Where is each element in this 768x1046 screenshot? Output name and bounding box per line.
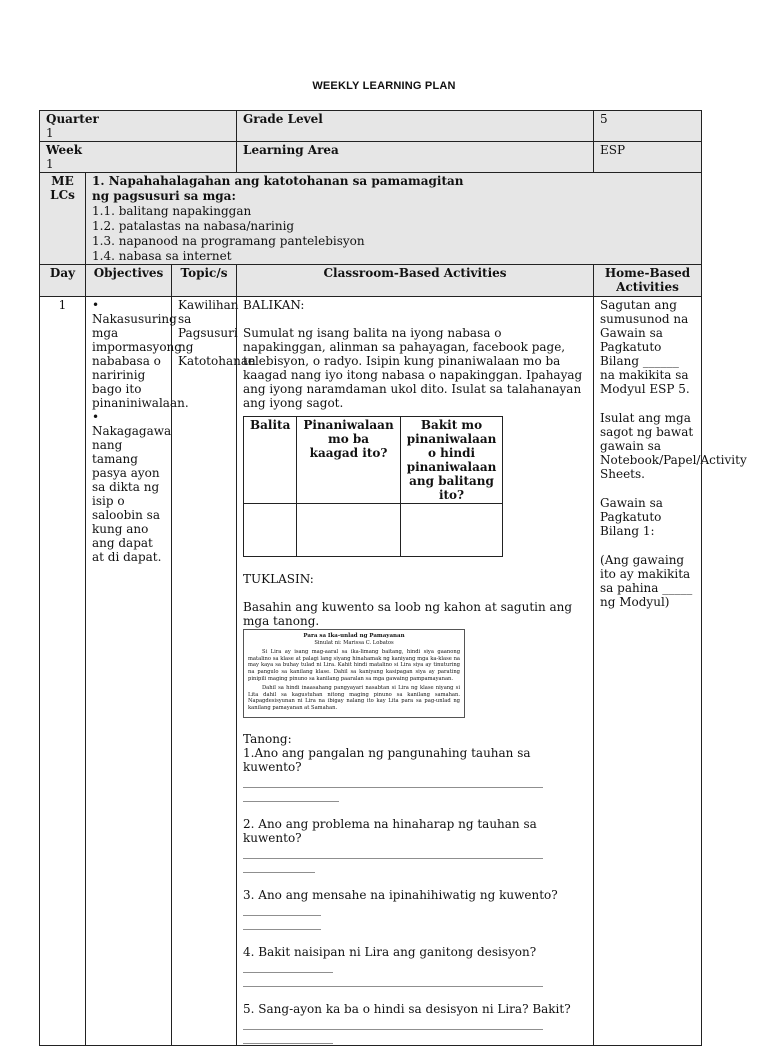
quarter-cell [40,111,237,142]
home-paragraph: Sagutan ang sumusunod na Gawain sa Pagkatuto Bilang ______ na makikita sa Modyul ESP 5. [600,298,690,396]
grade-value-cell [594,111,702,142]
grade-label-cell [237,111,594,142]
answer-table-cell[interactable] [400,504,503,557]
balikan-label: BALIKAN: [243,298,305,312]
answer-line[interactable]: __________________________________________________ [243,972,544,987]
question-3: 3. Ano ang mensahe na ipinahihiwatig ng kuwento? [243,887,558,902]
objectives-cell [86,297,189,1046]
page-title: WEEKLY LEARNING PLAN [312,80,456,92]
header-day: Day [40,265,86,297]
answer-line[interactable]: _______________ [243,1029,334,1044]
answer-line[interactable]: __________________________________________________ [243,773,544,788]
home-paragraph: Gawain sa Pagkatuto Bilang 1: [600,496,663,538]
week-label: Week [46,143,83,157]
question-2: 2. Ano ang problema na hinaharap ng tauhan sa kuwento? [243,816,537,845]
melcs-item: 1.1. balitang napakinggan [92,204,252,218]
objective-item: • Nakasusuring mga impormasyong nababasa o naririnig bago ito pinaniniwalaan. [92,298,189,410]
weekly-plan-table [39,110,747,1046]
balikan-text: Sumulat ng isang balita na iyong nabasa o napakinggan, alinman sa pahayagan, facebook page, telebisyon, o radyo. Isipin kung pinaniwalaan mo ba kaagad nang iyo itong nabasa o napakinggan. Ipahayag ang iyong naramdaman ukol dito. Isulat sa talahanayan ang iyong sagot. [243,326,583,410]
melcs-label: ME LCs [40,173,86,265]
melcs-item: 1.2. patalastas na nabasa/narinig [92,219,295,233]
question-1: 1.Ano ang pangalan ng pangunahing tauhan sa kuwento? [243,745,531,774]
answer-line[interactable]: __________________________________________________ [243,1015,544,1030]
header-objectives: Objectives [86,265,172,297]
melcs-cell [86,173,702,265]
answer-line[interactable]: __________________________________________________ [243,844,544,859]
home-activities-cell [594,297,747,1046]
answer-table-cell[interactable] [297,504,400,557]
story-paragraph: Si Lira ay isang mag-aaral sa ika-limang baitang, hindi siya gaanong matalino sa klase at palagi lang siyang hinahamak ng kaniyang mga ka-klase na may kaya sa buhay tulad ni Lira. Kahit hindi matalino si Lira siya ay tinuturing na pangulo sa kanilang klase. Dahil sa kaniyang kasipagan siya ay parating pinipili maging pinuno sa kanilang paaralan sa mga gawaing pampamayanan. [248,649,461,682]
answer-table-header: Balita [244,417,297,504]
area-label: Learning Area [243,143,339,157]
question-5: 5. Sang-ayon ka ba o hindi sa desisyon ni Lira? Bakit? [243,1001,571,1016]
grade-value: 5 [600,112,608,126]
area-value: ESP [600,143,626,157]
melcs-main: 1. Napahahalagahan ang katotohanan sa pamamagitan ng pagsusuri sa mga: [92,174,464,203]
answer-table-header: Bakit mo pinaniwalaan o hindi pinaniwalaan ang balitang ito? [400,417,503,504]
answer-line[interactable]: ____________ [243,858,316,873]
answer-line[interactable]: _____________ [243,901,322,916]
week-value: 1 [46,157,54,171]
classroom-activities-cell [237,297,594,1046]
story-title: Para sa Ika-unlad ng Pamayanan [303,633,405,639]
grade-label: Grade Level [243,112,323,126]
home-paragraph: Isulat ang mga sagot ng bawat gawain sa Notebook/Papel/Activity Sheets. [600,411,747,481]
quarter-label: Quarter [46,112,99,126]
tuklasin-text: Basahin ang kuwento sa loob ng kahon at sagutin ang mga tanong. [243,600,573,628]
header-topics: Topic/s [172,265,237,297]
answer-line[interactable]: _____________ [243,915,322,930]
story-author: Sinulat ni: Marissa C. Lobatos [314,639,394,646]
tanong-label: Tanong: [243,731,292,746]
quarter-value: 1 [46,126,54,140]
day-cell: 1 [40,297,86,1046]
melcs-item: 1.3. napanood na programang pantelebisyon [92,234,365,248]
header-classroom: Classroom-Based Activities [237,265,594,297]
answer-line[interactable]: _______________ [243,958,334,973]
answer-table-header: Pinaniwalaan mo ba kaagad ito? [297,417,400,504]
area-label-cell [237,142,594,173]
story-paragraph: Dahil sa hindi inaasahang pangyayari nasabtan si Lira ng klase niyang si Lita dahil sa kagustuhan nitong maging pinuno sa kanilang samahan. Napagdesisyunan ni Lira na ibigay nalang ito kay Lita para sa pag-unlad ng kanilang pamayanan at Samahan. [248,685,461,711]
answer-line[interactable]: ________________ [243,787,340,802]
answer-table-cell[interactable] [244,504,297,557]
question-4: 4. Bakit naisipan ni Lira ang ganitong desisyon? [243,944,537,959]
answer-table [243,416,503,557]
objective-item: • Nakagagawa nang tamang pasya ayon sa dikta ng isip o saloobin sa kung ano ang dapat at di dapat. [92,410,172,564]
header-home: Home-Based Activities [594,265,702,297]
home-paragraph: (Ang gawaing ito ay makikita sa pahina _____ ng Modyul) [600,553,693,609]
week-cell [40,142,237,173]
area-value-cell [594,142,702,173]
story-box [243,629,465,718]
tuklasin-label: TUKLASIN: [243,572,314,586]
melcs-item: 1.4. nabasa sa internet [92,249,232,263]
topic-cell: Kawilihan sa Pagsusuri ng Katotohanan [172,297,237,1046]
